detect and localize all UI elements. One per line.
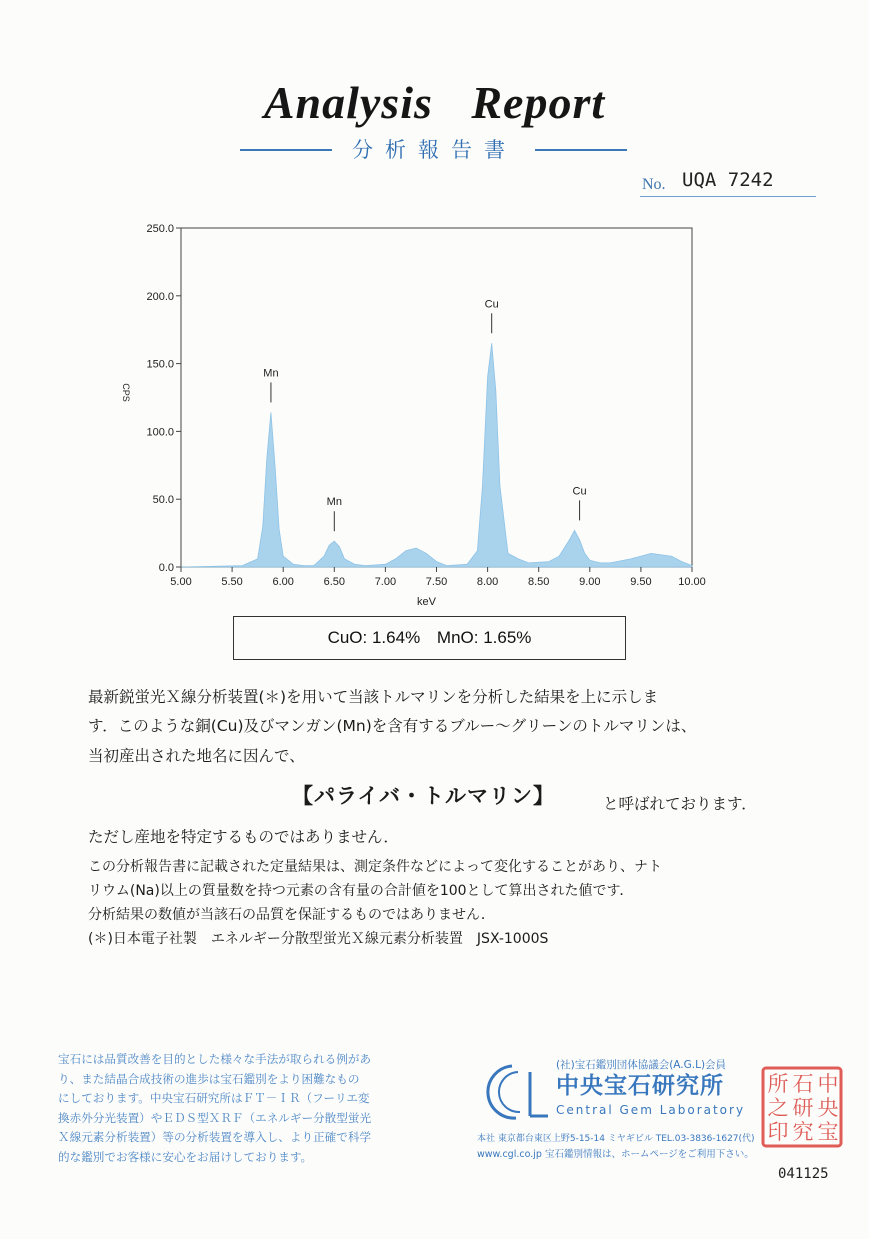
footer-note-line: にしております。中央宝石研究所はＦＴ－ＩＲ（フーリエ変 (58, 1091, 370, 1105)
x-axis-label: keV (417, 596, 436, 608)
note-line-3: 分析結果の数値が当該石の品質を保証するものではありません． (88, 907, 495, 923)
note-line-2: リウム(Na)以上の質量数を持つ元素の含有量の合計値を100として算出された値です． (88, 883, 634, 899)
x-tick-label: 5.50 (221, 576, 243, 588)
document-code: 041125 (778, 1166, 829, 1182)
plot-content (121, 223, 706, 608)
lab-website: www.cgl.co.jp 宝石鑑別情報は、ホームページをご利用下さい。 (477, 1149, 754, 1160)
seal-stamp-icon (760, 1065, 844, 1149)
spectrum-series (181, 343, 692, 567)
seal-character: 所 (767, 1072, 789, 1096)
footer-note-line: Ｘ線元素分析装置）等の分析装置を導入し、より正確で科学 (58, 1130, 372, 1144)
x-tick-label: 7.00 (374, 576, 397, 588)
x-tick-label: 5.00 (170, 576, 192, 588)
result-cuo: CuO: 1.64% (327, 628, 421, 647)
y-tick-label: 0.0 (158, 562, 174, 574)
report-number-label: No. (642, 176, 666, 193)
y-tick-label: 250.0 (146, 223, 174, 235)
x-tick-label: 8.00 (476, 576, 499, 588)
report-number (640, 168, 816, 197)
seal-character: 之 (767, 1096, 789, 1120)
y-tick-label: 200.0 (146, 290, 174, 303)
x-tick-label: 7.50 (425, 576, 448, 588)
lab-address: 本社 東京都台東区上野5-15-14 ミヤギビル TEL.03-3836-1627(代) (477, 1134, 755, 1144)
lab-name-en: Central Gem Laboratory (556, 1103, 746, 1117)
note-line-1: この分析報告書に記載された定量結果は、測定条件などによって変化することがあり、ナト (88, 859, 662, 875)
footer-note-line: 宝石には品質改善を目的とした様々な手法が取られる例があ (58, 1052, 372, 1066)
footer-note-line: 的な鑑別でお客様に安心をお届けしております。 (58, 1149, 313, 1164)
seal-character: 研 (792, 1096, 814, 1120)
gem-name: 【パライバ・トルマリン】 (292, 784, 555, 808)
y-tick-label: 100.0 (146, 426, 174, 439)
annotation-label: Mn (326, 496, 342, 509)
plot-frame (181, 228, 692, 567)
note-line-4: (＊)日本電子社製 エネルギー分散型蛍光Ｘ線元素分析装置 JSX-1000S (88, 931, 549, 947)
report-subtitle: 分析報告書 (352, 138, 517, 162)
body-line-1: 最新鋭蛍光Ｘ線分析装置(＊)を用いて当該トルマリンを分析した結果を上に示しま (88, 688, 659, 706)
seal-character: 石 (792, 1072, 814, 1096)
report-number-value: UQA 7242 (682, 169, 774, 191)
body-line-3: 当初産出された地名に因んで、 (88, 747, 305, 765)
cgl-logo-text: CGL (512, 1098, 515, 1099)
association-text: (社)宝石鑑別団体協議会(A.G.L)会員 (556, 1059, 727, 1071)
y-tick-label: 50.0 (152, 494, 174, 507)
footer-note-line: 換赤外分光装置）やＥＤＳ型ＸＲＦ（エネルギー分散型蛍光 (58, 1110, 372, 1125)
spectrum-chart (0, 210, 869, 610)
y-tick-label: 150.0 (146, 358, 174, 371)
seal-character: 宝 (817, 1120, 839, 1144)
body-line-4: ただし産地を特定するものではありません． (88, 828, 399, 846)
seal-character: 印 (767, 1120, 789, 1144)
x-tick-label: 9.50 (630, 576, 652, 588)
report-title: Analysis Report (263, 77, 606, 128)
annotation-label: Cu (484, 298, 499, 311)
seal-character: 究 (792, 1120, 814, 1144)
x-tick-label: 10.00 (678, 576, 706, 588)
seal-character: 中 (817, 1072, 839, 1096)
seal-character: 央 (817, 1096, 839, 1120)
cgl-logo-icon (472, 1058, 552, 1124)
x-tick-label: 6.00 (272, 576, 294, 588)
result-box (233, 616, 626, 660)
result-mno: MnO: 1.65% (436, 628, 532, 647)
x-tick-label: 8.50 (527, 576, 550, 588)
footer-note-line: り、また結晶合成技術の進歩は宝石鑑別をより困難なもの (58, 1071, 360, 1086)
lab-name-ja: 中央宝石研究所 (556, 1073, 724, 1099)
body-line-2: す．このような銅(Cu)及びマンガン(Mn)を含有するブルー～グリーンのトルマリンは、 (88, 717, 697, 735)
footer-note (58, 1050, 438, 1167)
gem-name-tail: と呼ばれております． (603, 795, 757, 813)
annotation-label: Mn (263, 367, 279, 380)
y-axis-label: CPS (121, 383, 131, 402)
annotation-label: Cu (572, 485, 587, 498)
subtitle-row (0, 134, 869, 166)
x-tick-label: 6.50 (323, 576, 346, 588)
subtitle-rule-right (535, 149, 627, 151)
x-tick-label: 9.00 (579, 576, 601, 588)
